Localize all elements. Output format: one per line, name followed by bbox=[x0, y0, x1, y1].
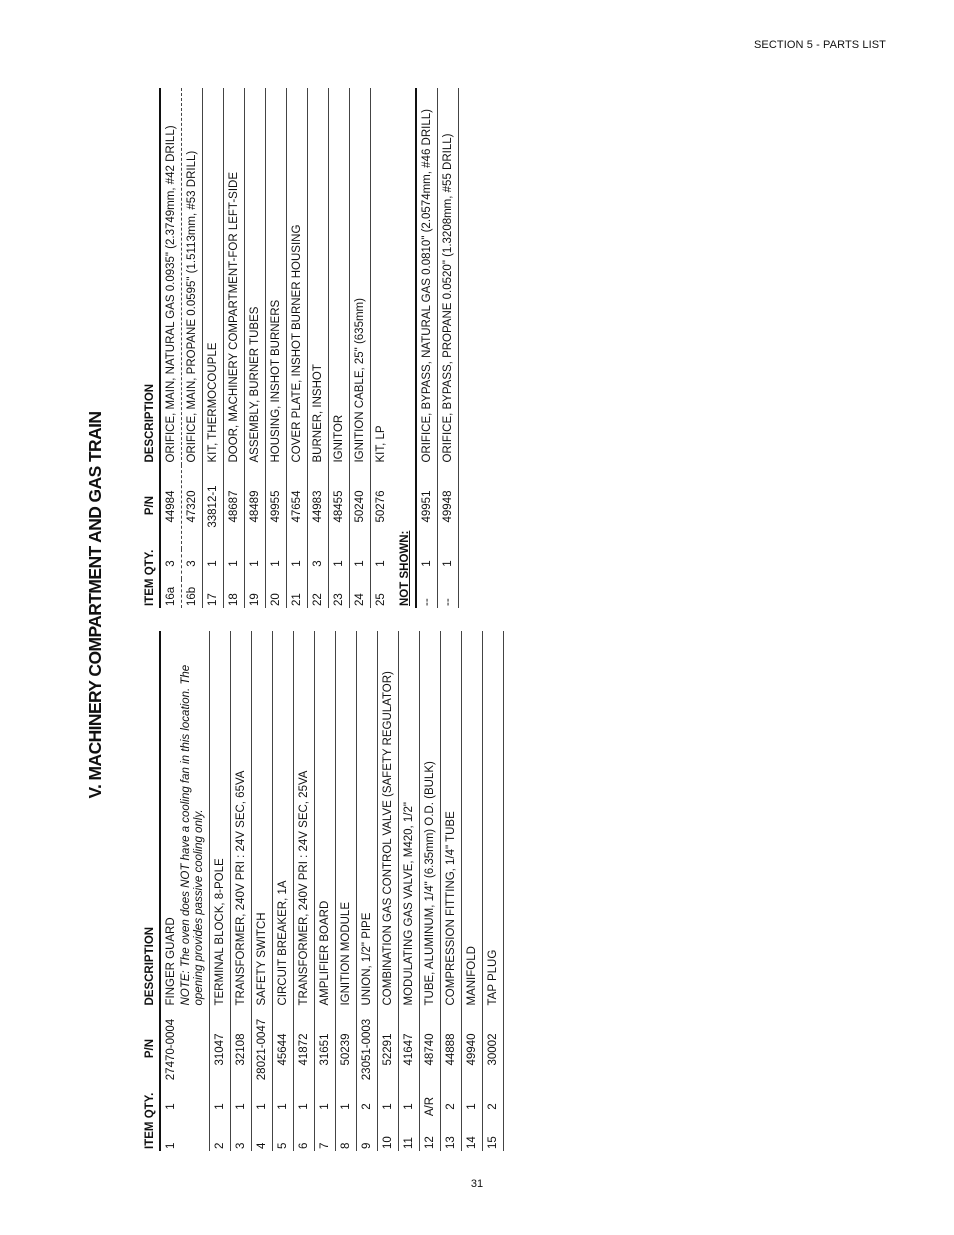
description bbox=[224, 88, 245, 465]
description-text: UNION, 1/2" PIPE bbox=[361, 912, 373, 1006]
item-number: 23 bbox=[329, 579, 350, 608]
parts-table-left-body bbox=[160, 631, 504, 1151]
col-pn-header: P/N bbox=[144, 465, 160, 549]
quantity: 1 bbox=[294, 1092, 315, 1122]
table-row bbox=[210, 631, 231, 1151]
part-number: 47654 bbox=[287, 465, 308, 549]
description-text: ORIFICE, MAIN, PROPANE 0.0595" (1.5113mm, #53 DRILL) bbox=[186, 150, 198, 463]
description bbox=[203, 88, 224, 465]
parts-table-left bbox=[144, 631, 504, 1151]
description bbox=[273, 631, 294, 1008]
part-number: 48687 bbox=[224, 465, 245, 549]
table-row bbox=[203, 88, 224, 608]
part-number: 45644 bbox=[273, 1008, 294, 1092]
part-number: 49940 bbox=[462, 1008, 483, 1092]
table-row bbox=[483, 631, 504, 1151]
description-text: TUBE, ALUMINUM, 1/4" (6.35mm) O.D. (BULK) bbox=[424, 761, 436, 1006]
description bbox=[483, 631, 504, 1008]
description-text: IGNITION MODULE bbox=[340, 902, 352, 1006]
table-row bbox=[231, 631, 252, 1151]
part-number: 32108 bbox=[231, 1008, 252, 1092]
quantity: 1 bbox=[399, 1092, 420, 1122]
item-number: 4 bbox=[252, 1122, 273, 1151]
description bbox=[336, 631, 357, 1008]
quantity: 3 bbox=[160, 549, 182, 579]
item-number: 8 bbox=[336, 1122, 357, 1151]
quantity: 2 bbox=[357, 1092, 378, 1122]
description-text: MODULATING GAS VALVE, M420, 1/2" bbox=[403, 802, 415, 1006]
table-row bbox=[245, 88, 266, 608]
description-text: ORIFICE, MAIN, NATURAL GAS 0.0935" (2.3749mm, #42 DRILL) bbox=[165, 125, 177, 463]
quantity: 1 bbox=[378, 1092, 399, 1122]
description-text: DOOR, MACHINERY COMPARTMENT-FOR LEFT-SIDE bbox=[228, 172, 240, 463]
item-number: 16b bbox=[182, 579, 203, 608]
description bbox=[160, 88, 182, 465]
item-number: 10 bbox=[378, 1122, 399, 1151]
part-number: 31047 bbox=[210, 1008, 231, 1092]
table-row bbox=[160, 88, 182, 608]
quantity: 2 bbox=[483, 1092, 504, 1122]
table-header-row bbox=[144, 88, 160, 608]
quantity: 1 bbox=[416, 549, 438, 579]
item-number: 24 bbox=[350, 579, 371, 608]
description-text: SAFETY SWITCH bbox=[256, 912, 268, 1006]
part-number: 48740 bbox=[420, 1008, 441, 1092]
description bbox=[438, 88, 459, 465]
part-number: 23051-0003 bbox=[357, 1008, 378, 1092]
quantity: 1 bbox=[203, 549, 224, 579]
table-row bbox=[224, 88, 245, 608]
description-text: AMPLIFIER BOARD bbox=[319, 900, 331, 1006]
parts-table-right bbox=[144, 88, 459, 608]
part-number: 41872 bbox=[294, 1008, 315, 1092]
quantity: 3 bbox=[182, 549, 203, 579]
description-text: COMBINATION GAS CONTROL VALVE (SAFETY REGULATOR) bbox=[382, 671, 394, 1006]
table-row bbox=[182, 88, 203, 608]
quantity: 1 bbox=[266, 549, 287, 579]
col-item-header: ITEM bbox=[144, 1122, 160, 1151]
part-number: 44888 bbox=[441, 1008, 462, 1092]
item-number: 2 bbox=[210, 1122, 231, 1151]
description-text: IGNITOR bbox=[333, 414, 345, 463]
quantity: 1 bbox=[336, 1092, 357, 1122]
item-number: 19 bbox=[245, 579, 266, 608]
table-row bbox=[462, 631, 483, 1151]
part-number: 30002 bbox=[483, 1008, 504, 1092]
table-row bbox=[420, 631, 441, 1151]
quantity: A/R bbox=[420, 1092, 441, 1122]
item-number: 21 bbox=[287, 579, 308, 608]
description bbox=[294, 631, 315, 1008]
description bbox=[371, 88, 392, 465]
part-number: 49951 bbox=[416, 465, 438, 549]
item-number: 12 bbox=[420, 1122, 441, 1151]
not-shown-label: NOT SHOWN: bbox=[399, 530, 411, 606]
description-text: ORIFICE, BYPASS, NATURAL GAS 0.0810" (2.0574mm, #46 DRILL) bbox=[421, 109, 433, 463]
quantity: 1 bbox=[252, 1092, 273, 1122]
description-text: BURNER, INSHOT bbox=[312, 364, 324, 463]
part-number: 33812-1 bbox=[203, 465, 224, 549]
item-number: 14 bbox=[462, 1122, 483, 1151]
table-row bbox=[416, 88, 438, 608]
table-row bbox=[287, 88, 308, 608]
description bbox=[315, 631, 336, 1008]
table-row bbox=[329, 88, 350, 608]
description-text: ORIFICE, BYPASS, PROPANE 0.0520" (1.3208mm, #55 DRILL) bbox=[442, 133, 454, 463]
col-desc-header: DESCRIPTION bbox=[144, 88, 160, 465]
quantity: 1 bbox=[273, 1092, 294, 1122]
quantity: 3 bbox=[308, 549, 329, 579]
table-row bbox=[336, 631, 357, 1151]
col-pn-header: P/N bbox=[144, 1008, 160, 1092]
table-row bbox=[441, 631, 462, 1151]
description-text: COMPRESSION FITTING, 1/4" TUBE bbox=[445, 811, 457, 1006]
item-number: 11 bbox=[399, 1122, 420, 1151]
table-row bbox=[357, 631, 378, 1151]
description-text: TRANSFORMER, 240V PRI : 24V SEC, 25VA bbox=[298, 770, 310, 1006]
description bbox=[287, 88, 308, 465]
col-item-header: ITEM bbox=[144, 579, 160, 608]
item-number: -- bbox=[438, 579, 459, 608]
description bbox=[441, 631, 462, 1008]
quantity: 1 bbox=[245, 549, 266, 579]
description bbox=[416, 88, 438, 465]
item-number: 22 bbox=[308, 579, 329, 608]
part-number: 28021-0047 bbox=[252, 1008, 273, 1092]
not-shown-header-row bbox=[391, 88, 416, 608]
description bbox=[357, 631, 378, 1008]
item-number: 13 bbox=[441, 1122, 462, 1151]
item-number: 1 bbox=[160, 1122, 210, 1151]
part-number: 44984 bbox=[160, 465, 182, 549]
col-qty-header: QTY. bbox=[144, 1092, 160, 1122]
quantity: 1 bbox=[231, 1092, 252, 1122]
part-number: 50276 bbox=[375, 490, 387, 523]
description bbox=[462, 631, 483, 1008]
description-text: KIT, THERMOCOUPLE bbox=[207, 342, 219, 463]
description bbox=[399, 631, 420, 1008]
item-number: 15 bbox=[483, 1122, 504, 1151]
quantity: 2 bbox=[441, 1092, 462, 1122]
part-number: 31651 bbox=[315, 1008, 336, 1092]
description-text: MANIFOLD bbox=[466, 946, 478, 1006]
description-text: IGNITION CABLE, 25" (635mm) bbox=[354, 298, 366, 463]
description bbox=[420, 631, 441, 1008]
description bbox=[210, 631, 231, 1008]
item-number: 9 bbox=[357, 1122, 378, 1151]
col-qty-header: QTY. bbox=[144, 549, 160, 579]
description bbox=[308, 88, 329, 465]
description-text: FINGER GUARD bbox=[165, 917, 177, 1006]
item-number: 17 bbox=[203, 579, 224, 608]
item-number: 6 bbox=[294, 1122, 315, 1151]
section-header: SECTION 5 - PARTS LIST bbox=[754, 39, 886, 51]
parts-list-rotated-block bbox=[80, 55, 610, 1155]
description-text: TAP PLUG bbox=[487, 949, 499, 1006]
part-number: 49948 bbox=[438, 465, 459, 549]
quantity: 1 bbox=[210, 1092, 231, 1122]
item-number: 3 bbox=[231, 1122, 252, 1151]
description-text: CIRCUIT BREAKER, 1A bbox=[277, 880, 289, 1006]
description-text: COVER PLATE, INSHOT BURNER HOUSING bbox=[291, 224, 303, 463]
part-number: 27470-0004 bbox=[160, 1008, 210, 1092]
part-number: 50239 bbox=[336, 1008, 357, 1092]
description bbox=[266, 88, 287, 465]
quantity: 1 bbox=[287, 549, 308, 579]
table-header-row bbox=[144, 631, 160, 1151]
description bbox=[231, 631, 252, 1008]
part-number: 47320 bbox=[182, 465, 203, 549]
table-row bbox=[438, 88, 459, 608]
description bbox=[160, 631, 210, 1008]
table-row bbox=[252, 631, 273, 1151]
part-number: 50240 bbox=[350, 465, 371, 549]
table-row bbox=[399, 631, 420, 1151]
description bbox=[245, 88, 266, 465]
item-number: 20 bbox=[266, 579, 287, 608]
description-text: KIT, LP bbox=[375, 425, 387, 463]
quantity: 1 bbox=[224, 549, 245, 579]
part-number: 48489 bbox=[245, 465, 266, 549]
quantity: 1 bbox=[462, 1092, 483, 1122]
item-number: 7 bbox=[315, 1122, 336, 1151]
quantity: 1 bbox=[438, 549, 459, 579]
description-text: TERMINAL BLOCK, 8-POLE bbox=[214, 858, 226, 1006]
part-number: 48455 bbox=[329, 465, 350, 549]
description bbox=[252, 631, 273, 1008]
table-row bbox=[371, 88, 392, 608]
part-number: 49955 bbox=[266, 465, 287, 549]
table-row bbox=[266, 88, 287, 608]
table-row bbox=[294, 631, 315, 1151]
description bbox=[350, 88, 371, 465]
description-note: NOTE: The oven does NOT have a cooling fan in this location. The opening provides passive cooling only. bbox=[180, 664, 205, 1006]
item-number: 25 bbox=[375, 593, 387, 606]
parts-table-right-body bbox=[160, 88, 459, 608]
section-title: V. MACHINERY COMPARTMENT AND GAS TRAIN bbox=[85, 411, 105, 799]
table-row bbox=[308, 88, 329, 608]
part-number: 44983 bbox=[308, 465, 329, 549]
part-number: 41647 bbox=[399, 1008, 420, 1092]
table-row bbox=[273, 631, 294, 1151]
table-row bbox=[160, 631, 210, 1151]
quantity: 1 bbox=[160, 1092, 210, 1122]
item-number: 16a bbox=[160, 579, 182, 608]
item-number: 18 bbox=[224, 579, 245, 608]
quantity: 1 bbox=[315, 1092, 336, 1122]
description-text: TRANSFORMER, 240V PRI : 24V SEC, 65VA bbox=[235, 770, 247, 1006]
col-desc-header: DESCRIPTION bbox=[144, 631, 160, 1008]
item-number: -- bbox=[416, 579, 438, 608]
table-row bbox=[378, 631, 399, 1151]
description-text: ASSEMBLY, BURNER TUBES bbox=[249, 306, 261, 463]
description-text: HOUSING, INSHOT BURNERS bbox=[270, 299, 282, 463]
table-row bbox=[315, 631, 336, 1151]
quantity: 1 bbox=[350, 549, 371, 579]
description bbox=[329, 88, 350, 465]
description bbox=[182, 88, 203, 465]
page-number: 31 bbox=[470, 1178, 484, 1190]
quantity: 1 bbox=[329, 549, 350, 579]
table-row bbox=[350, 88, 371, 608]
item-number: 5 bbox=[273, 1122, 294, 1151]
description bbox=[378, 631, 399, 1008]
quantity: 1 bbox=[375, 560, 387, 567]
part-number: 52291 bbox=[378, 1008, 399, 1092]
